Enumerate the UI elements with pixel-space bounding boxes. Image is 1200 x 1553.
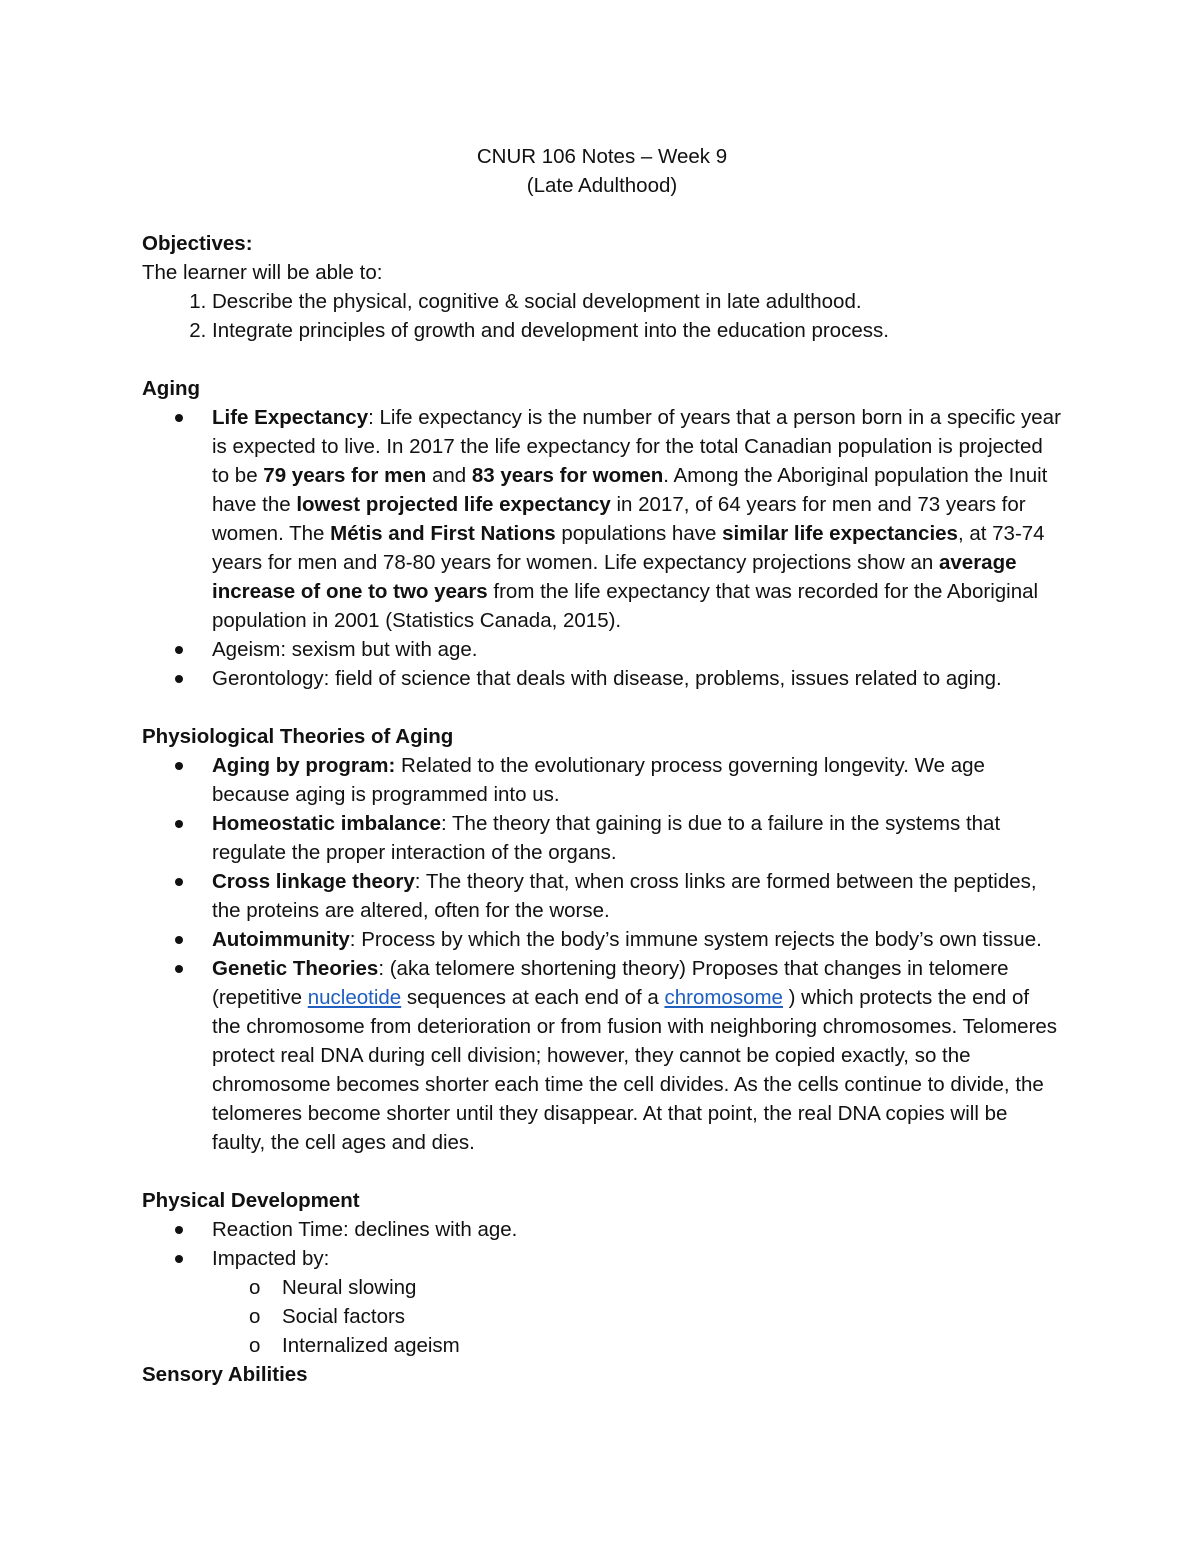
life-expectancy-text: and: [426, 464, 472, 487]
life-expectancy-women: 83 years for women: [471, 464, 664, 487]
impact-factor: o Social factors: [142, 1302, 1062, 1331]
life-expectancy-men: 79 years for men: [263, 464, 427, 487]
theory-item: [142, 751, 1062, 809]
theory-item: [142, 867, 1062, 925]
theory-item: [142, 809, 1062, 867]
theory-term: Genetic Theories: [212, 957, 379, 980]
theory-text: ) which protects the end of the chromosome from deterioration or from fusion with neighboring chromosomes. Telomeres protect real DNA during cell division; however, they cannot be copied exactly, so the chromosome becomes shorter each time the cell divides. As the cells continue to divide, the telomeres become shorter until they disappear. At that point, the real DNA copies will be faulty, the cell ages and dies.: [212, 986, 1058, 1154]
life-expectancy-item: [142, 403, 1062, 635]
gerontology-item: Gerontology: field of science that deals with disease, problems, issues related to aging.: [142, 664, 1062, 693]
impacted-by-item: Impacted by:: [142, 1244, 1062, 1273]
objectives-intro: The learner will be able to:: [142, 261, 383, 284]
life-expectancy-increase: average increase of one to two years: [212, 551, 1017, 603]
aging-list: [142, 403, 1062, 693]
objectives-heading: Objectives:: [142, 232, 253, 255]
theory-term: Homeostatic imbalance: [212, 812, 441, 835]
objective-item: 1. Describe the physical, cognitive & social development in late adulthood.: [212, 287, 1062, 316]
theory-text: : Process by which the body’s immune system rejects the body’s own tissue.: [349, 928, 1042, 951]
page-title: CNUR 106 Notes – Week 9: [476, 145, 728, 168]
life-expectancy-lowest: lowest projected life expectancy: [296, 493, 611, 516]
page-subtitle: (Late Adulthood): [526, 174, 678, 197]
life-expectancy-text: from the life expectancy that was recorded for the Aboriginal population in 2001 (Statistics Canada, 2015).: [212, 580, 1039, 632]
theory-term: Aging by program:: [212, 754, 396, 777]
theories-heading: Physiological Theories of Aging: [142, 725, 454, 748]
theory-text: : The theory that gaining is due to a failure in the systems that regulate the proper interaction of the organs.: [212, 812, 1001, 864]
genetic-theory-item: [142, 954, 1062, 1157]
impact-factor: o Neural slowing: [142, 1273, 1062, 1302]
life-expectancy-text: populations have: [555, 522, 723, 545]
theory-text: sequences at each end of a: [401, 986, 665, 1009]
theory-text: : The theory that, when cross links are formed between the peptides, the proteins are altered, often for the worse.: [212, 870, 1037, 922]
physical-list: [142, 1215, 1062, 1273]
life-expectancy-text: in 2017, of 64 years for men and 73 years for women. The: [212, 493, 1026, 545]
life-expectancy-text: , at 73-74 years for men and 78-80 years for women. Life expectancy projections show an: [212, 522, 1045, 574]
life-expectancy-text: : Life expectancy is the number of years that a person born in a specific year is expected to live. In 2017 the life expectancy for the total Canadian population is projected to be: [212, 406, 1061, 487]
life-expectancy-similar: similar life expectancies: [722, 522, 958, 545]
theory-text: Related to the evolutionary process governing longevity. We age because aging is programmed into us.: [212, 754, 985, 806]
document-content: [142, 142, 1062, 1389]
theory-text: : (aka telomere shortening theory) Proposes that changes in telomere (repetitive: [212, 957, 1009, 1009]
impact-factor: o Internalized ageism: [142, 1331, 1062, 1360]
theory-term: Cross linkage theory: [212, 870, 415, 893]
theories-list: [142, 751, 1062, 1157]
theory-item: [142, 925, 1062, 954]
reaction-time-item: Reaction Time: declines with age.: [142, 1215, 1062, 1244]
chromosome-link[interactable]: chromosome: [664, 986, 783, 1009]
impact-factors-list: [142, 1273, 1062, 1360]
objectives-list: [142, 287, 1062, 345]
objective-item: 2. Integrate principles of growth and development into the education process.: [212, 316, 1062, 345]
physical-heading: Physical Development: [142, 1189, 360, 1212]
life-expectancy-metis: Métis and First Nations: [330, 522, 556, 545]
life-expectancy-term: Life Expectancy: [212, 406, 369, 429]
theory-term: Autoimmunity: [212, 928, 350, 951]
aging-heading: Aging: [142, 377, 201, 400]
sensory-heading: Sensory Abilities: [142, 1363, 308, 1386]
nucleotide-link[interactable]: nucleotide: [307, 986, 402, 1009]
ageism-item: Ageism: sexism but with age.: [142, 635, 1062, 664]
life-expectancy-text: . Among the Aboriginal population the Inuit have the: [212, 464, 1048, 516]
